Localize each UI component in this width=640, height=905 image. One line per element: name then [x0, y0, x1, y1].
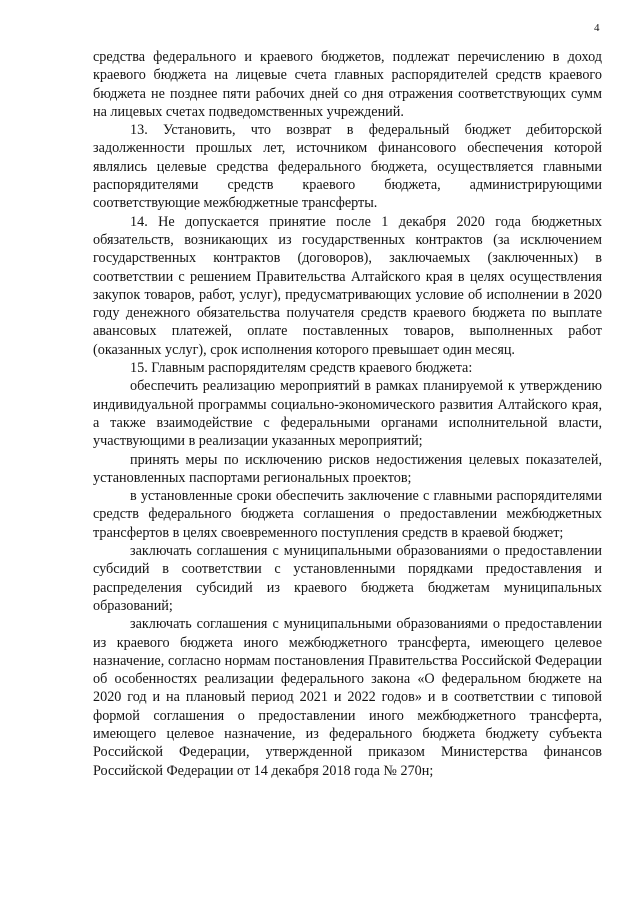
paragraph-item-15-measures: обеспечить реализацию мероприятий в рамках планируемой к утверждению индивидуальной программы социально-экономического развития Алтайского края, а также взаимодействие с федеральными органами исполнительной власти, участвующими в реализации указанных мероприятий; — [93, 378, 602, 450]
paragraph-item-15-agreements-federal: в установленные сроки обеспечить заключение с главными распорядителями средств федерального бюджета соглашения о предоставлении межбюджетных трансфертов в целях своевременного поступления средств в краевой бюджет; — [93, 488, 602, 541]
paragraph-item-13: 13. Установить, что возврат в федеральный бюджет дебиторской задолженности прошлых лет, источником финансового обеспечения которой являлись целевые средства федерального бюджета, осуществляется главными распорядителями средств краевого бюджета, администрирующими соответствующие межбюджетные трансферты. — [93, 122, 602, 212]
paragraph-funds-transfer: средства федерального и краевого бюджетов, подлежат перечислению в доход краевого бюджета на лицевые счета главных распорядителей средств краевого бюджета не позднее пяти рабочих дней со дня отражения соответствующих сумм на лицевых счетах подведомственных учреждений. — [93, 49, 602, 120]
paragraph-item-14: 14. Не допускается принятие после 1 декабря 2020 года бюджетных обязательств, возникающих из государственных контрактов (за исключением государственных контрактов (договоров), заключаемых (заключенных) в соответствии с решением Правительства Алтайского края в целях осуществления закупок товаров, работ, услуг), предусматривающих условие об исполнении в 2020 году денежного обязательства получателя средств краевого бюджета по выплате авансовых платежей, оплате поставленных товаров, выполненных работ (оказанных услуг), срок исполнения которого превышает один месяц. — [93, 213, 602, 358]
paragraph-item-15-risks: принять меры по исключению рисков недостижения целевых показателей, установленных паспортами региональных проектов; — [93, 451, 602, 486]
paragraph-item-15: 15. Главным распорядителям средств краевого бюджета: — [130, 360, 473, 377]
document-body — [93, 48, 602, 780]
paragraph-item-15-subsidies: заключать соглашения с муниципальными образованиями о предоставлении субсидий в соответствии с установленными порядками предоставления и распределения субсидий из краевого бюджета бюджетам муниципальных образований; — [93, 543, 602, 614]
page-number: 4 — [594, 22, 600, 34]
paragraph-item-15-transfer-agreements: заключать соглашения с муниципальными образованиями о предоставлении из краевого бюджета иного межбюджетного трансферта, имеющего целевое назначение, согласно нормам постановления Правительства Российской Федерации об особенностях реализации федерального закона «О федеральном бюджете на 2020 год и на плановый период 2021 и 2022 годов» и в соответствии с типовой формой соглашения о предоставлении иного межбюджетного трансферта, имеющего целевое назначение, из федерального бюджета бюджету субъекта Российской Федерации, утвержденной приказом Министерства финансов Российской Федерации от 14 декабря 2018 года № 270н; — [93, 616, 602, 779]
